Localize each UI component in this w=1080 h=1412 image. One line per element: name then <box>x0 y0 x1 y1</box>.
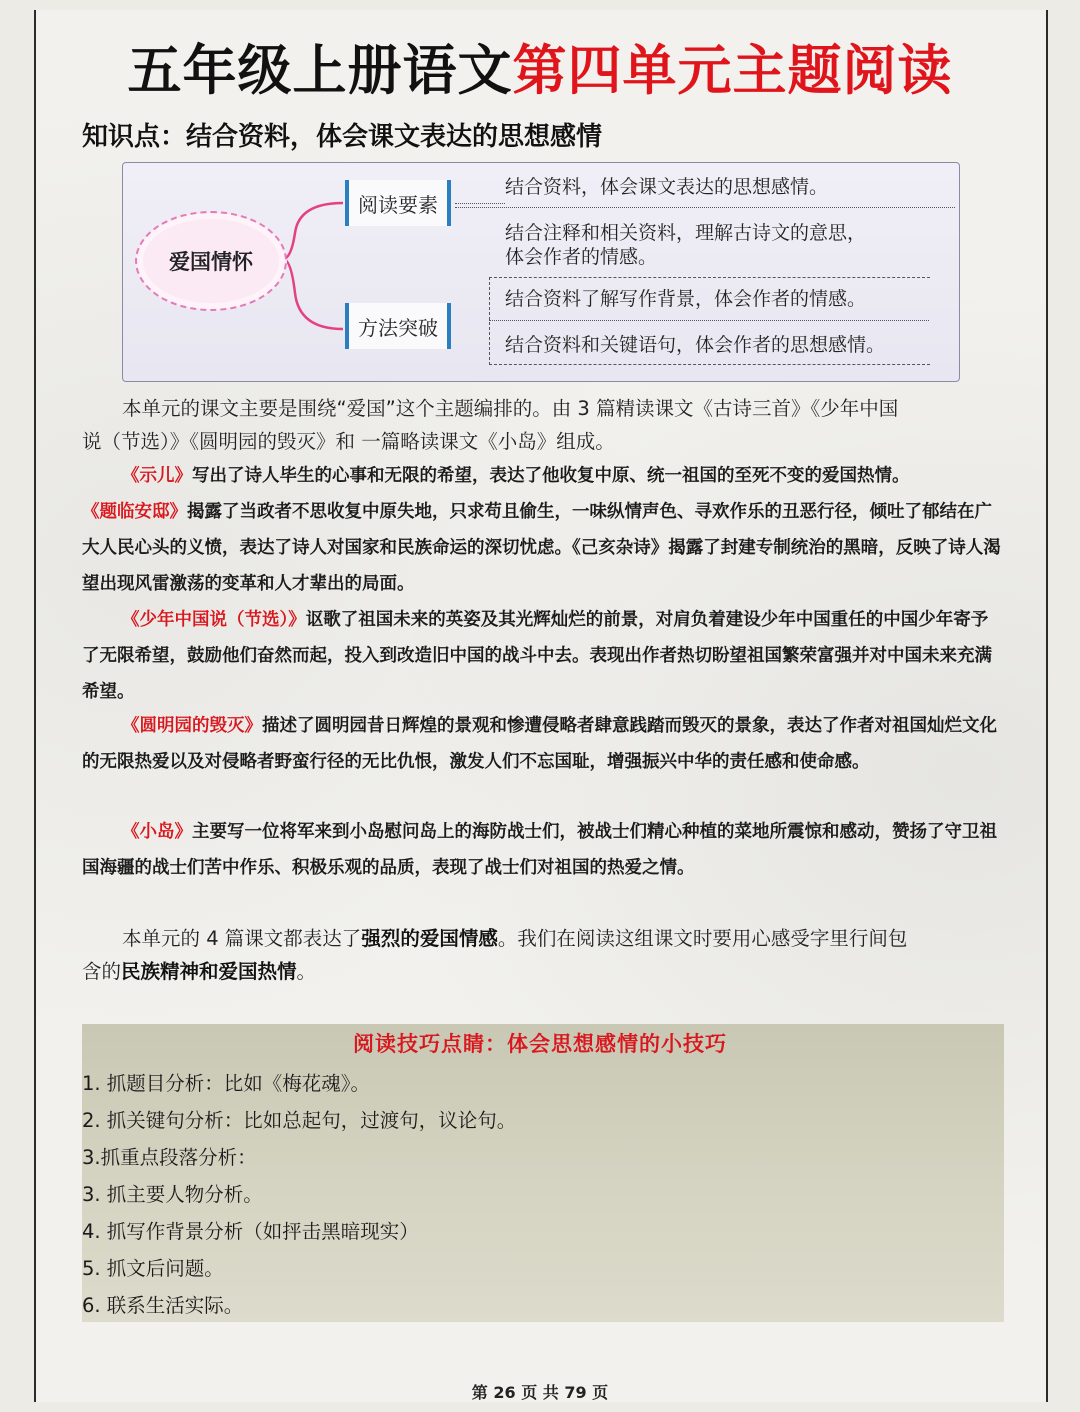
reading-element-item: 结合注释和相关资料，理解古诗文的意思， <box>505 222 867 244</box>
desc-young-china: 《少年中国说（节选）》讴歌了祖国未来的英姿及其光辉灿烂的前景，对肩负着建设少年中国重任的中国少年寄予了无限希望，鼓励他们奋然而起，投入到改造旧中国的战斗中去。表现出作者热切盼望祖国繁荣富强并对中国未来充满希望。 <box>82 610 992 702</box>
title-part2: 第四单元主题阅读 <box>512 39 953 102</box>
cloud-center-node: 爱国情怀 <box>135 211 287 311</box>
title-island: 《小岛》 <box>122 822 192 842</box>
method-item: 结合资料了解写作背景，体会作者的情感。 <box>505 288 867 310</box>
method-item: 结合资料和关键语句，体会作者的思想感情。 <box>505 334 886 356</box>
title-yuanmingyuan: 《圆明园的毁灭》 <box>122 716 262 736</box>
desc-yuanmingyuan: 《圆明园的毁灭》描述了圆明园昔日辉煌的景观和惨遭侵略者肆意践踏而毁灭的景象，表达了作者对祖国灿烂文化的无限热爱以及对侵略者野蛮行径的无比仇恨，激发人们不忘国耻，增强振兴中华的责任感和使命感。 <box>82 716 997 772</box>
tip-item: 6. 联系生活实际。 <box>82 1294 244 1317</box>
tip-item: 3.抓重点段落分析： <box>82 1146 257 1169</box>
tips-title: 阅读技巧点睛：体会思想感情的小技巧 <box>353 1032 727 1056</box>
title-part1: 五年级上册语文 <box>127 39 513 102</box>
page-number: 第 26 页 共 79 页 <box>471 1383 609 1402</box>
desc-poems: 《示儿》写出了诗人毕生的心事和无限的希望，表达了他收复中原、统一祖国的至死不变的爱国热情。《题临安邸》揭露了当政者不思收复中原失地，只求苟且偷生，一味纵情声色、寻欢作乐的丑恶行径，倾吐了郁结在广大人民心头的义愤，表达了诗人对国家和民族命运的深切忧虑。《己亥杂诗》揭露了封建专制统治的黑暗，反映了诗人渴望出现风雷激荡的变革和人才辈出的局面。 <box>82 466 1001 594</box>
title-shier: 《示儿》 <box>122 466 192 486</box>
tip-item: 5. 抓文后问题。 <box>82 1257 224 1280</box>
tip-item: 1. 抓题目分析：比如《梅花魂》。 <box>82 1072 371 1095</box>
title-young-china: 《少年中国说（节选）》 <box>122 610 306 630</box>
dotted-connector <box>455 203 505 204</box>
reading-element-item: 结合资料，体会课文表达的思想感情。 <box>505 176 829 198</box>
page-title <box>0 28 1080 105</box>
dotted-separator <box>455 207 955 208</box>
reading-element-item: 体会作者的情感。 <box>505 246 658 268</box>
dotted-separator <box>489 320 929 321</box>
knowledge-point-heading: 知识点：结合资料，体会课文表达的思想感情 <box>82 122 603 152</box>
tip-item: 2. 抓关键句分析：比如总起句，过渡句，议论句。 <box>82 1109 517 1132</box>
summary-paragraph: 本单元的 4 篇课文都表达了强烈的爱国情感。我们在阅读这组课文时要用心感受字里行间包 含的民族精神和爱国热情。 <box>82 927 908 983</box>
tag-method-breakthrough: 方法突破 <box>345 303 451 349</box>
title-tilinanpi: 《题临安邸》 <box>82 502 187 522</box>
tip-item: 4. 抓写作背景分析（如抨击黑暗现实） <box>82 1220 419 1243</box>
desc-island: 《小岛》主要写一位将军来到小岛慰问岛上的海防战士们，被战士们精心种植的菜地所震惊和感动，赞扬了守卫祖国海疆的战士们苦中作乐、积极乐观的品质，表现了战士们对祖国的热爱之情。 <box>82 822 997 878</box>
intro-paragraph: 本单元的课文主要是围绕“爱国”这个主题编排的。由 3 篇精读课文《古诗三首》《少年中国 说（节选）》《圆明园的毁灭》和 一篇略读课文《小岛》组成。 <box>82 397 899 453</box>
tag-reading-element: 阅读要素 <box>345 180 451 226</box>
tip-item: 3. 抓主要人物分析。 <box>82 1183 263 1206</box>
mind-map <box>122 162 960 382</box>
